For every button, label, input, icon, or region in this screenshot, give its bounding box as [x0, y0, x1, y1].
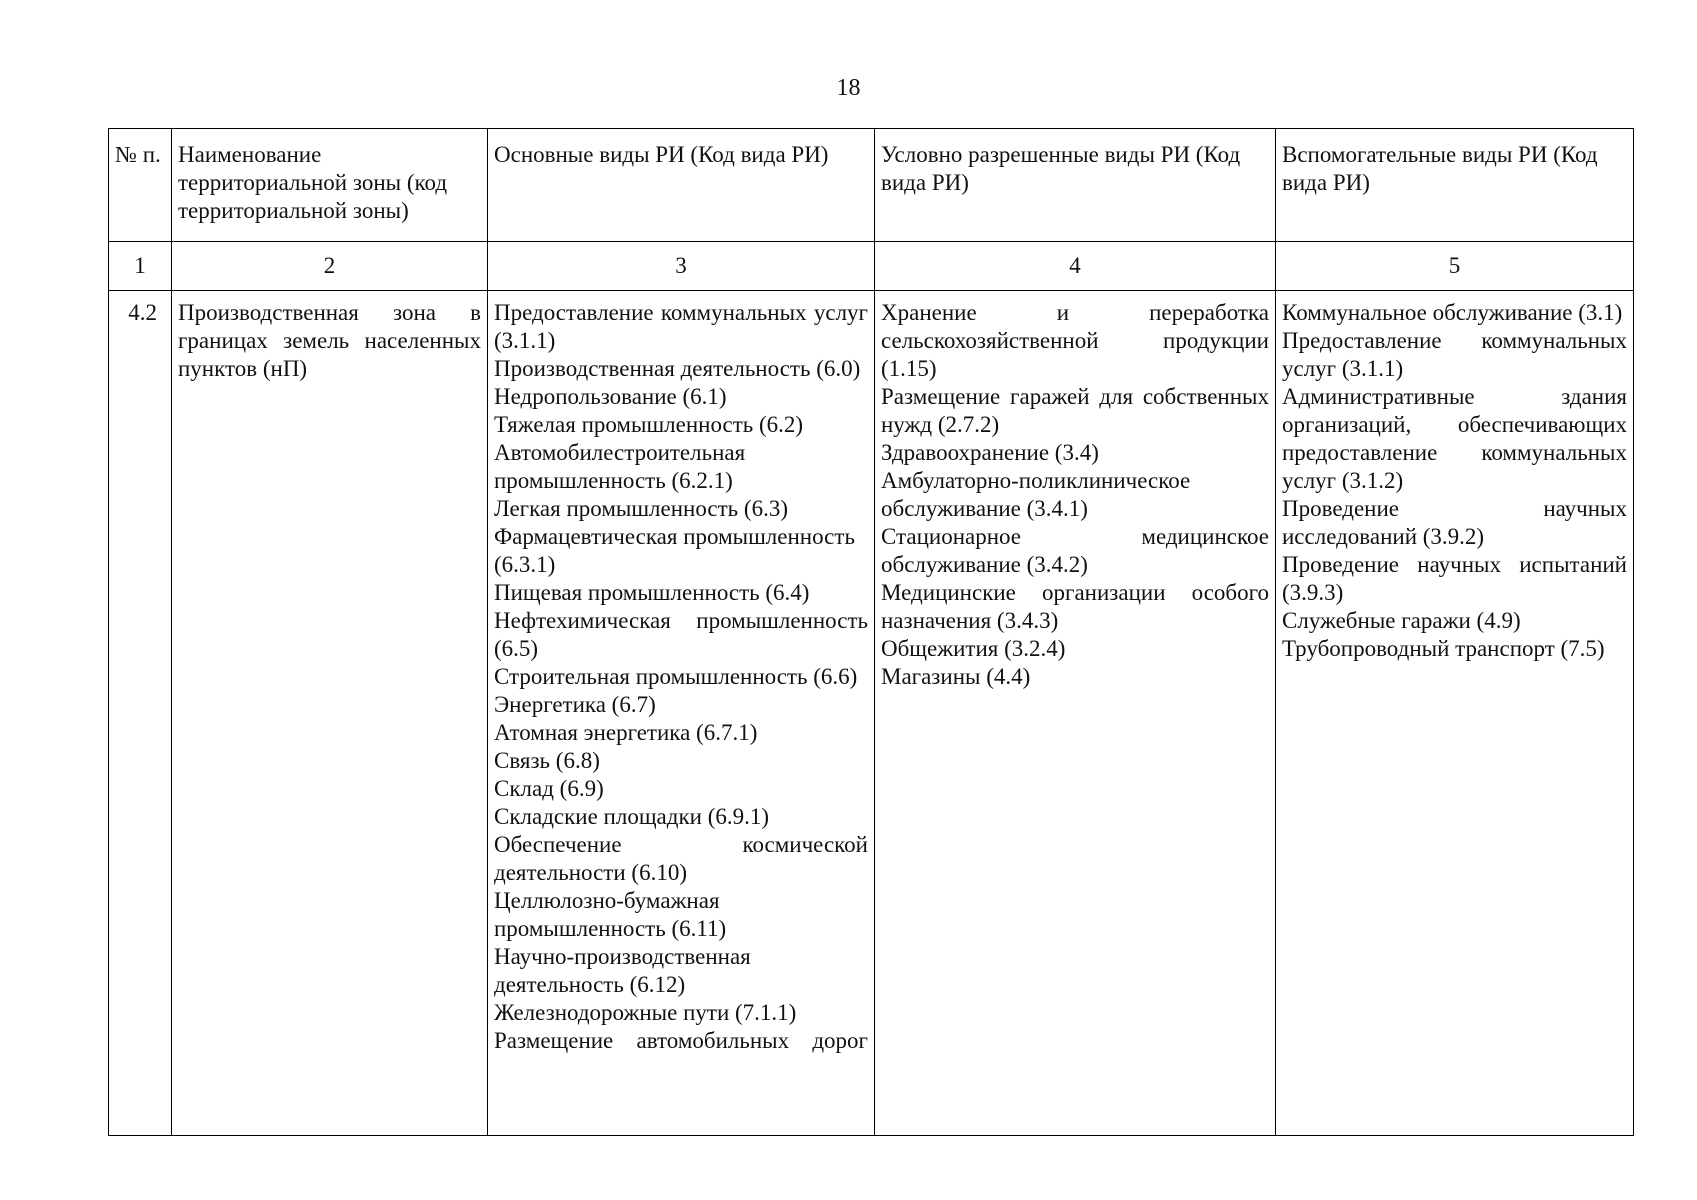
list-item: Проведение научных испытаний (3.9.3) [1282, 552, 1627, 605]
list-item: Нефтехимическая промышленность (6.5) [494, 608, 868, 661]
zone-name-cell: Производственная зона в границах земель населенных пунктов (нП) [172, 291, 488, 1136]
list-item: Энергетика (6.7) [494, 692, 656, 717]
list-item: Производственная деятельность (6.0) [494, 356, 861, 381]
table-header-row [109, 129, 1634, 242]
page-number: 18 [836, 75, 861, 101]
list-item: Научно-производственная деятельность (6.12) [494, 944, 751, 997]
list-item: Стационарное медицинское обслуживание (3.4.2) [881, 524, 1269, 577]
list-item: Складские площадки (6.9.1) [494, 804, 770, 829]
list-item: Медицинские организации особого назначения (3.4.3) [881, 580, 1269, 633]
column-number: 3 [488, 242, 875, 291]
list-item: Хранение и переработка сельскохозяйственной продукции (1.15) [881, 300, 1269, 381]
list-item: Атомная энергетика (6.7.1) [494, 720, 758, 745]
list-item: Здравоохранение (3.4) [881, 440, 1099, 465]
conditional-types-cell [875, 291, 1276, 1136]
list-item: Предоставление коммунальных услуг (3.1.1) [1282, 328, 1627, 381]
list-item: Административные здания организаций, обеспечивающих предоставление коммунальных услуг (3.1.2) [1282, 384, 1627, 493]
list-item: Железнодорожные пути (7.1.1) [494, 1000, 797, 1025]
list-item: Обеспечение космической деятельности (6.10) [494, 832, 868, 885]
list-item: Легкая промышленность (6.3) [494, 496, 788, 521]
header-conditional-types: Условно разрешенные виды РИ (Код вида РИ) [875, 129, 1276, 242]
main-types-cell [488, 291, 875, 1136]
list-item: Размещение гаражей для собственных нужд (2.7.2) [881, 384, 1269, 437]
column-number: 2 [172, 242, 488, 291]
row-number: 4.2 [109, 291, 172, 1136]
list-item: Пищевая промышленность (6.4) [494, 580, 810, 605]
list-item: Целлюлозно-бумажная промышленность (6.11) [494, 888, 727, 941]
list-item: Служебные гаражи (4.9) [1282, 608, 1521, 633]
header-main-types: Основные виды РИ (Код вида РИ) [488, 129, 875, 242]
list-item: Общежития (3.2.4) [881, 636, 1066, 661]
list-item: Коммунальное обслуживание (3.1) [1282, 300, 1623, 325]
header-zone-name: Наименование территориальной зоны (код территориальной зоны) [172, 129, 488, 242]
list-item: Строительная промышленность (6.6) [494, 664, 858, 689]
header-number: № п. [109, 129, 172, 242]
list-item: Магазины (4.4) [881, 664, 1031, 689]
list-item: Фармацевтическая промышленность (6.3.1) [494, 524, 855, 577]
list-item: Амбулаторно-поликлиническое обслуживание (3.4.1) [881, 468, 1191, 521]
column-number: 1 [109, 242, 172, 291]
list-item: Размещение автомобильных дорог [494, 1028, 868, 1053]
list-item: Связь (6.8) [494, 748, 600, 773]
zoning-table [108, 128, 1634, 1136]
list-item: Тяжелая промышленность (6.2) [494, 412, 804, 437]
list-item: Предоставление коммунальных услуг (3.1.1) [494, 300, 868, 353]
auxiliary-types-cell [1276, 291, 1634, 1136]
table-row [109, 291, 1634, 1136]
column-number: 4 [875, 242, 1276, 291]
header-auxiliary-types: Вспомогательные виды РИ (Код вида РИ) [1276, 129, 1634, 242]
list-item: Склад (6.9) [494, 776, 604, 801]
column-number-row [109, 242, 1634, 291]
list-item: Автомобилестроительная промышленность (6.2.1) [494, 440, 746, 493]
list-item: Недропользование (6.1) [494, 384, 727, 409]
list-item: Трубопроводный транспорт (7.5) [1282, 636, 1605, 661]
list-item: Проведение научных исследований (3.9.2) [1282, 496, 1627, 549]
column-number: 5 [1276, 242, 1634, 291]
